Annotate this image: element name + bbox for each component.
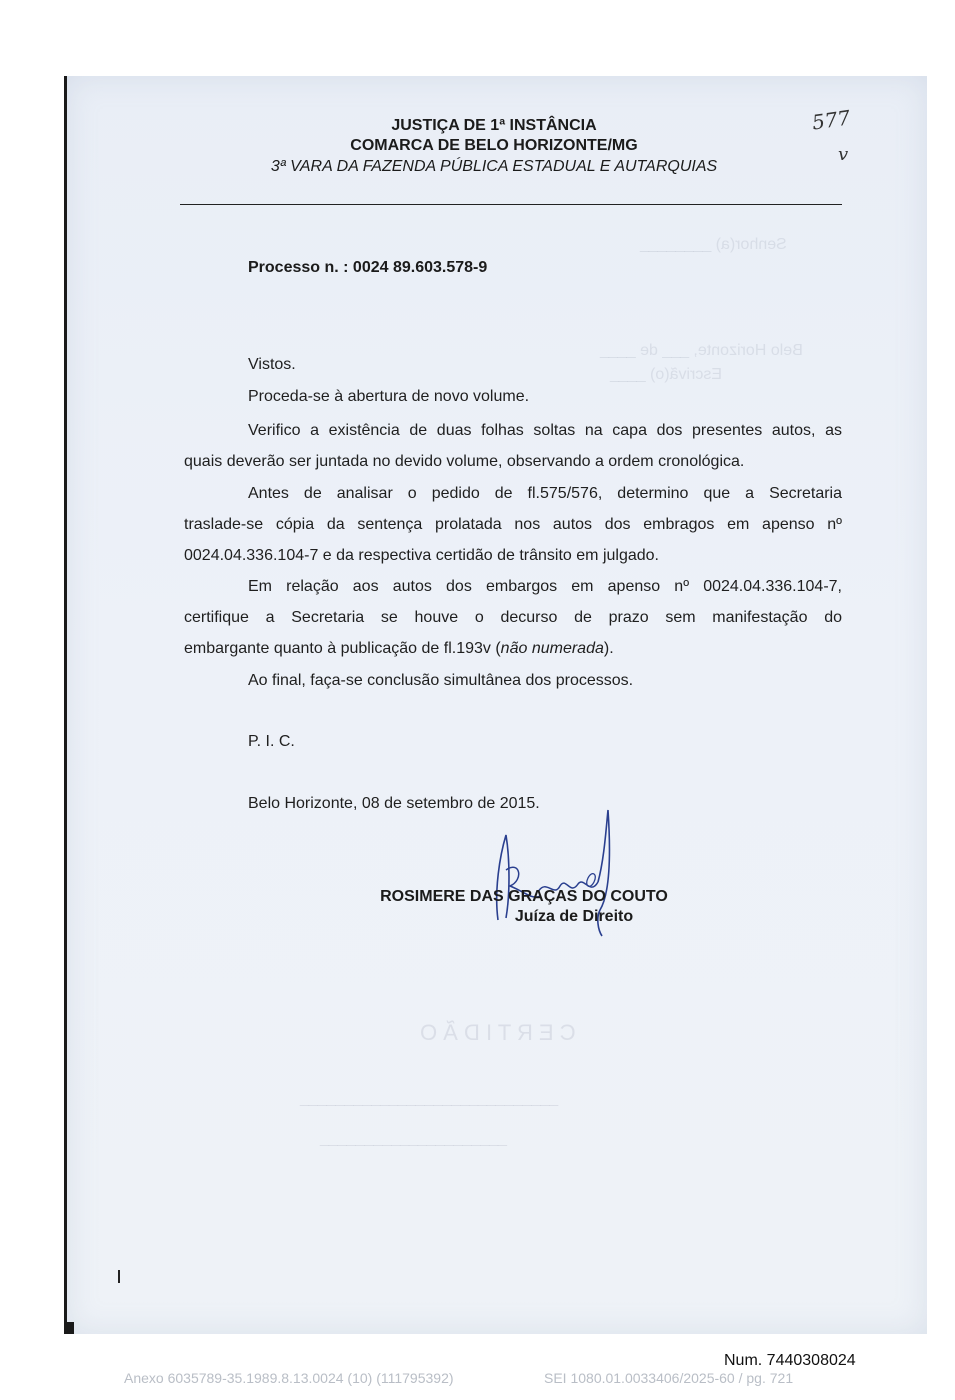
show-through-text: C E R T I D Ã O: [420, 1020, 576, 1045]
court-header: [64, 116, 924, 178]
court-header-line3: 3ª VARA DA FAZENDA PÚBLICA ESTADUAL E AUTARQUIAS: [270, 158, 718, 175]
header-divider: [180, 204, 842, 205]
paragraph-4-line3-end: ).: [603, 640, 614, 657]
signature-block: [64, 887, 924, 927]
signer-name: ROSIMERE DAS GRAÇAS DO COUTO: [380, 888, 668, 905]
court-header-line1: JUSTIÇA DE 1ª INSTÂNCIA: [391, 117, 597, 134]
paragraph-5: Ao final, faça-se conclusão simultânea dos processos.: [248, 672, 634, 689]
document-number: Num. 7440308024: [724, 1352, 856, 1369]
paragraph-4-line3-text: embargante quanto à publicação de fl.193v (: [184, 640, 501, 657]
margin-mark: [118, 1270, 120, 1283]
process-number: Processo n. : 0024 89.603.578-9: [248, 259, 488, 276]
paragraph-3-line2: traslade-se cópia da sentença prolatada nos autos dos embragos em apenso nº: [184, 516, 842, 533]
court-header-line2: COMARCA DE BELO HORIZONTE/MG: [350, 137, 638, 154]
paragraph-2-line2: quais deverão ser juntada no devido volume, observando a ordem cronológica.: [184, 453, 745, 470]
show-through-text: Senhor(a) ________: [640, 236, 787, 253]
folio-mark: v: [838, 144, 849, 165]
paragraph-4-line1: Em relação aos autos dos embargos em apenso nº 0024.04.336.104-7,: [248, 578, 842, 595]
paragraph-4-line3: [184, 639, 614, 659]
paragraph-4-line2: certifique a Secretaria se houve o decurso de prazo sem manifestação do: [184, 609, 842, 626]
vistos-line: Vistos.: [248, 356, 296, 373]
footer-left: Anexo 6035789-35.1989.8.13.0024 (10) (111795392): [124, 1370, 454, 1386]
signer-role: Juíza de Direito: [514, 908, 634, 925]
paragraph-3-line3: 0024.04.336.104-7 e da respectiva certidão de trânsito em julgado.: [184, 547, 659, 564]
date-line: Belo Horizonte, 08 de setembro de 2015.: [248, 795, 540, 812]
paragraph-4-italic: não numerada: [500, 640, 604, 657]
paragraph-2-line1: Verifico a existência de duas folhas soltas na capa dos presentes autos, as: [248, 422, 842, 439]
scan-edge-mark: [64, 1322, 74, 1334]
show-through-text: _____________________: [320, 1130, 507, 1147]
paragraph-3-line1: Antes de analisar o pedido de fl.575/576, determino que a Secretaria: [248, 485, 842, 502]
show-through-text: Belo Horizonte, ___ de ____: [600, 342, 803, 359]
footer-right: SEI 1080.01.0033406/2025-60 / pg. 721: [544, 1370, 794, 1386]
show-through-text: Escrivã(o) ____: [610, 366, 723, 383]
pic-line: P. I. C.: [248, 733, 295, 750]
show-through-text: _____________________________: [300, 1090, 559, 1107]
paragraph-1: Proceda-se à abertura de novo volume.: [248, 388, 530, 405]
folio-number: 577: [810, 105, 852, 135]
